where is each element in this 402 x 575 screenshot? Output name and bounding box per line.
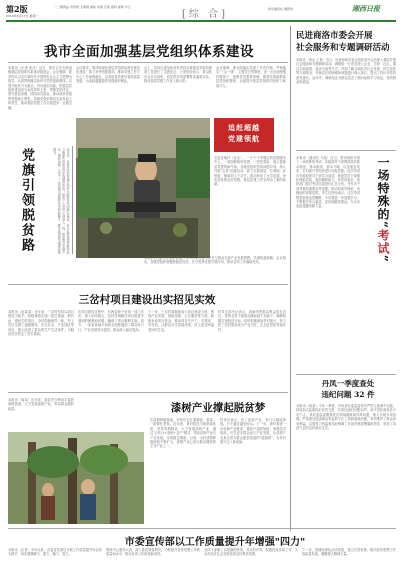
exam-title (366, 156, 392, 263)
bracket-right: ” (376, 254, 390, 263)
nav-bar (54, 5, 164, 10)
bracket-left: “ (376, 221, 390, 229)
masthead-rule (6, 20, 396, 22)
nav-item[interactable]: 今日 (124, 5, 131, 9)
bracket-right: ] (221, 9, 228, 20)
apple-photo-illustration (8, 432, 144, 524)
side-title-rule (72, 146, 73, 254)
apple-bottom-rule (8, 528, 396, 529)
right-column-divider (290, 26, 291, 531)
lead-body-col6: 本报记者 通讯员 摄影报道。图为村党支部书记在与群众交流产业发展思路，共谋致富新路。会议指出，各级党组织要聚焦脱贫攻坚，充分发挥党建引领作用，推动各项工作落地见效。 (144, 256, 286, 265)
inspection-line-2: 违纪问题 32 件 (321, 390, 375, 399)
contact-line: 新华通讯社·湘西州 (268, 7, 293, 11)
right-mid-rule-2 (296, 374, 396, 375)
lead-body-col2: 会议要求，要持续深化基层党组织标准化规范化建设，着力补齐短板弱项，推动党建工作与中心工作深度融合，以高质量党建引领高质量发展，为追赶超越提供坚强组织保证。 (76, 66, 140, 84)
sancha-body-2: 在项目建设过程中，村两委班子坚持一线工作法，深入田间地头，及时协调解决项目推进中遇到的困难和问题，确保了项目顺利实施。如今，一条条宽阔平坦的水泥路通到了群众家门口，产业发展势头强劲，群众收入稳步提高。 (78, 310, 144, 332)
lead-bottom-rule (8, 284, 288, 285)
nav-item[interactable]: 文明网 (79, 5, 89, 9)
bottom-body-3: 全体干部职工以饱满的热情、务实的作风，积极投身各项工作，为全市经济社会发展营造良好舆论氛围。 (204, 548, 298, 557)
sancha-body-3: 下一步，三岔村将继续加大项目建设力度，围绕产业发展、基础设施、公共服务等方面，积极争取项目资金，推动项目早开工、早建成、早见效，让群众共享发展成果，过上更加幸福美好的生活。 (148, 310, 214, 332)
lead-body-col5: 走进各地村（社区），一个个干净整洁的党群服务中心、一面面鲜艳的党旗、一张张笑脸，展示着基层党建的新气象。各级党组织坚持问题导向，深入开展"五星"创建活动，着力在抓基层、打基础、补短板、强弱项上下功夫，推动形成了比学赶超、争先创优的良好氛围，基层党建工作呈现出了新的面貌。 (214, 156, 286, 187)
date-line: 2019年6月17日 星期一 (6, 14, 39, 18)
bottom-body-4: 下一步，将继续深化活动成果，建立长效机制，推动宣传思想工作高质量发展，凝聚强大精神力量。 (302, 548, 396, 557)
section-title (174, 5, 236, 20)
sancha-bottom-rule (8, 392, 288, 393)
nav-item[interactable]: 一二期网站 市州网 (54, 5, 79, 9)
nav-item[interactable]: 国际·军团 (89, 5, 103, 9)
right-mid-rule (296, 150, 396, 151)
lead-body-col4: 会议强调，要全面落实党建工作责任制，严格落实"三会一课"、主题党日等制度，进一步选优配强村级班子，加强党员教育管理，推进软弱涣散基层党组织整顿，全面提升基层党组织的组织力和战斗力。 (216, 66, 286, 88)
apple-body-2: 在漆树种植基地，村民们正忙着割漆、收漆，一派繁忙景象。近年来，该村依托当地资源优势，坚持因地制宜，大力发展漆树产业，通过"合作社+基地+农户"模式，带动贫困户参与产业发展，实现稳定增收。目前，全村漆树种植面积不断扩大，漆树产业已成为群众增收的主导产业之一。 (150, 418, 216, 449)
sancha-headline: 三岔村项目建设出实招见实效 (78, 294, 216, 306)
bottom-headline: 市委宣传部以工作质量提升年增强"四力" (124, 537, 306, 548)
side-title: 党旗引领脱贫路 (19, 148, 34, 253)
bracket-left: [ (182, 9, 189, 20)
lead-body-col3: 会上，各县区委组织部负责同志就基层党组织建设工作进行了交流发言，大家纷纷表示，要以此次会议为契机，切实把各项部署要求落到实处，推动基层党建工作再上新台阶。 (144, 66, 212, 84)
right-top-body: 本报讯（刘洁 王某）近日，民进商洛市委会组织部分会员深入基层开展社会服务和专题调研活动。调研组一行先后深入企业、学校、社区，通过实地查看、座谈交流等方式，详细了解当地经济社会发展、民生改善等方面情况，并就存在的困难和问题进行深入探讨，提出了有针对性的意见建议。活动中，调研组还为群众送去了慰问品和学习用品，受到群众的欢迎。 (296, 58, 396, 85)
exam-title-text: 一场特殊的 (376, 156, 390, 221)
exam-title-highlight: 考试 (376, 228, 390, 255)
nav-item[interactable]: 视听·视频 (110, 5, 124, 9)
masthead (6, 4, 396, 26)
apple-body-3: 村民们表示，有了漆树产业，家门口就能挣钱，日子越过越有盼头。下一步，该村将进一步延伸产业链条，提高产品附加值，加强技术培训，引导更多群众参与产业发展，让漆树产业真正成为群众脱贫致富的"摇钱树"，为乡村振兴注入新动能。 (220, 418, 286, 445)
badge-line-1: 追赶超越 (228, 123, 260, 132)
lead-headline: 我市全面加强基层党组织体系建设 (44, 44, 254, 60)
sancha-body-1: 本报讯（赵某某）近年来，三岔村坚持以项目建设为抓手，积极谋划实施一批打基础、利长远、惠民生的项目，全村面貌焕然一新。村上先后实施了道路硬化、安全饮水、产业园区等项目，极大改善了群众的生产生活条件，为脱贫攻坚奠定了坚实基础。 (8, 310, 74, 337)
bottom-body-1: 本报讯（记者）今年以来，市委宣传部以开展工作质量提升年活动为抓手，切实增强脚力、眼力、脑力、笔力。 (8, 548, 102, 557)
right-headline (296, 30, 398, 54)
right-headline-line-2: 社会服务和专题调研活动 (296, 43, 390, 53)
lead-headline-rule (8, 62, 288, 63)
exam-body: 本报讯（通讯员 马某）近日，我市组织开展了一场特殊的考试。各级领导干部围绕党的基本理论、基本路线、基本方略，以及脱贫攻坚、乡村振兴等知识进行闭卷答题。此次考试旨在检验领导干部学习成效，督促党员干部强化理论武装，提高履职能力。考试结束后，组织部门将对考试结果进行汇总分析，并作为干部考核的重要参考依据，推动形成学理论、用理论的浓厚氛围。考生们纷纷表示，这次考试既是检验也是鞭策，今后要进一步加强学习，不断提升综合素质，更好地服务群众，为全市追赶超越贡献力量。 (296, 156, 360, 209)
right-headline-line-1: 民进商洛市委会开展 (296, 31, 373, 41)
apple-photo (8, 432, 144, 524)
paper-logo: 湘西日报 (352, 4, 380, 13)
section-label: 综 合 (188, 9, 222, 20)
nav-item[interactable]: 百里 (103, 5, 110, 9)
lead-body-col1: 本报讯（记者 张彦）近日，我市召开全面加强基层党组织体系建设推进会。会议强调，要坚持以习近平新时代中国特色社会主义思想为指导，认真贯彻落实新时代党的组织路线，以提升组织力为重点，突出政治功能，把基层党组织建设成为宣传党的主张、贯彻党的决定、领导基层治理、团结动员群众、推动改革发展的坚强战斗堡垒。各级党组织要切实担负起主体责任，推动基层党建工作全面进步、全面过硬。 (8, 66, 72, 110)
badge-line-2: 党建领航 (228, 134, 260, 143)
sancha-body-4: 村党支部书记表示，将始终把群众利益放在首位，带领全村干部群众撸起袖子加油干，确保如期实现脱贫目标，同时积极谋划乡村振兴，努力把三岔村建设成为产业兴旺、生态宜居的美丽乡村。 (218, 310, 286, 332)
bottom-body-2: 围绕中心服务大局，深入基层调查研究，不断提升宣传思想工作的质量和水平，推动各项工作取得新成效。 (106, 548, 200, 557)
apple-headline: 漆树产业撑起脱贫梦 (170, 402, 266, 414)
apple-body-1: 本报讯（周某）近年来，我县充分利用丰富的漆树资源，大力发展漆树产业，带动群众增收致富。 (8, 398, 74, 411)
inspection-line-1: 丹凤一季度查处 (321, 379, 375, 388)
page-number: 第2版 (6, 4, 28, 14)
party-badge (214, 118, 274, 152)
inspection-body: 本报讯（杨某）今年一季度，丹凤县纪委监委坚持严的主基调不动摇，持续加大监督执纪问责力度，共查处违纪问题32件，给予党纪政务处分若干人。县纪委监委聚焦扶贫领域腐败和作风问题，深入开展专项治理，严肃查处侵害群众利益的不正之风和腐败问题，有效维护了群众切身利益，以强有力的监督执纪保障了各项决策部署落地见效，营造了风清气正的良好政治生态。 (296, 404, 396, 431)
side-body: 近年来，我市坚持把党建引领作为脱贫攻坚的根本保证，充分发挥基层党组织战斗堡垒作用和党员先锋模范作用，组织广大党员干部深入一线，帮助群众发展产业、增收致富，走出了一条党建引领脱贫攻坚的新路子，群众获得感幸福感显著提升。 (52, 148, 70, 254)
inspection-headline (302, 378, 394, 400)
lead-photo-illustration (76, 118, 210, 258)
lead-photo (76, 118, 210, 258)
